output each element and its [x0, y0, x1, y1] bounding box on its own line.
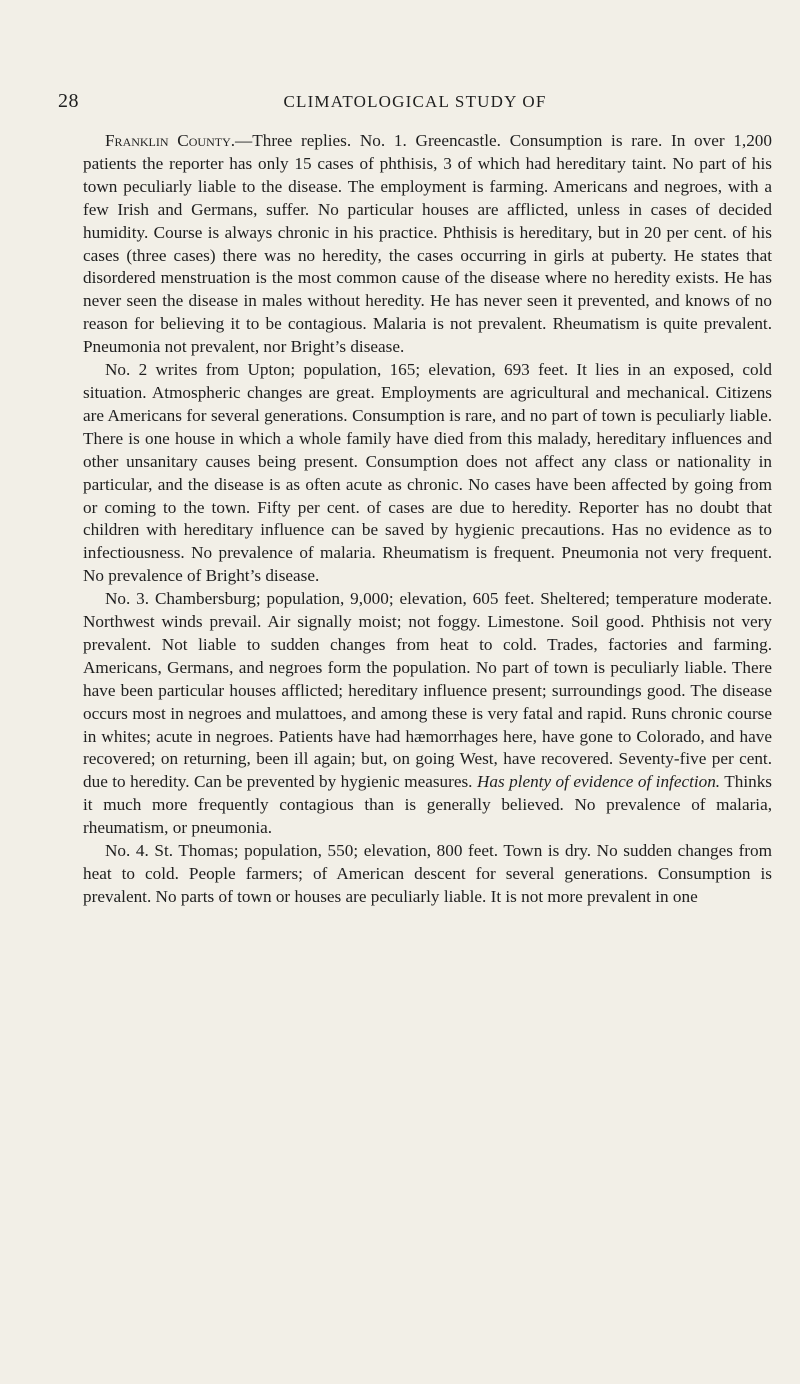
page-header — [58, 90, 758, 116]
paragraph-upton — [83, 359, 772, 588]
paragraph-st-thomas — [83, 840, 772, 909]
italic-phrase: Has plenty of evidence of infection. — [476, 772, 721, 792]
paragraph-chambersburg — [83, 588, 772, 840]
section-lead: Franklin County. — [105, 131, 236, 150]
paragraph-text: No. 3. Chambersburg; population, 9,000; elevation, 605 feet. Sheltered; temperature moderate. Northwest winds prevail. Air signally moist; not foggy. Limestone. Soil good. Phthisis not very prevalent. Not liable to sudden changes from heat to cold. Trades, factories and farming. Americans, Germans, and negroes form the population. No part of town is peculiarly liable. There have been particular houses afflicted; hereditary influence present; surroundings good. The disease occurs most in negroes and mulattoes, and among these is very fatal and rapid. Runs chronic course in whites; acute in negroes. Patients have had hæmorrhages here, have gone to Colorado, and have recovered; on returning, been ill again; but, on going West, have recovered. Seventy-five per cent. due to heredity. Can be prevented by hygienic measures. — [83, 589, 772, 792]
paragraph-text-tail: Thinks it much more frequently contagious than is generally believed. No prevalence of malaria, rheumatism, or pneumonia. — [83, 772, 772, 838]
paragraph-franklin-county — [83, 130, 772, 359]
body-text — [83, 130, 772, 909]
paragraph-text: —Three replies. No. 1. Greencastle. Consumption is rare. In over 1,200 patients the reporter has only 15 cases of phthisis, 3 of which had hereditary taint. No part of his town peculiarly liable to the disease. The employment is farming. Americans and negroes, with a few Irish and Germans, suffer. No particular houses are afflicted, unless in cases of decided humidity. Course is always chronic in his practice. Phthisis is hereditary, but in 20 per cent. of his cases (three cases) there was no heredity, the cases occurring in girls at puberty. He states that disordered menstruation is the most common cause of the disease where no heredity exists. He has never seen the disease in males without heredity. He has never seen it prevented, and knows of no reason for believing it to be contagious. Malaria is not prevalent. Rheumatism is quite prevalent. Pneumonia not prevalent, nor Bright’s disease. — [83, 131, 772, 357]
paragraph-text: No. 4. St. Thomas; population, 550; elevation, 800 feet. Town is dry. No sudden changes from heat to cold. People farmers; of American descent for several generations. Consumption is prevalent. No parts of town or houses are peculiarly liable. It is not more prevalent in one — [83, 841, 772, 906]
page-number: 28 — [58, 90, 79, 112]
running-head: CLIMATOLOGICAL STUDY OF — [283, 92, 547, 111]
paragraph-text: No. 2 writes from Upton; population, 165; elevation, 693 feet. It lies in an exposed, cold situation. Atmospheric changes are great. Employments are agricultural and mechanical. Citizens are Americans for several generations. Consumption is rare, and no part of town is peculiarly liable. There is one house in which a whole family have died from this malady, hereditary influences and other unsanitary causes being present. Consumption does not affect any class or nationality in particular, and the disease is as often acute as chronic. No cases have been affected by going from or coming to the town. Fifty per cent. of cases are due to heredity. Reporter has no doubt that children with hereditary influence can be saved by hygienic precautions. Has no evidence as to infectiousness. No prevalence of malaria. Rheumatism is frequent. Pneumonia not very frequent. No prevalence of Bright’s disease. — [83, 360, 772, 586]
